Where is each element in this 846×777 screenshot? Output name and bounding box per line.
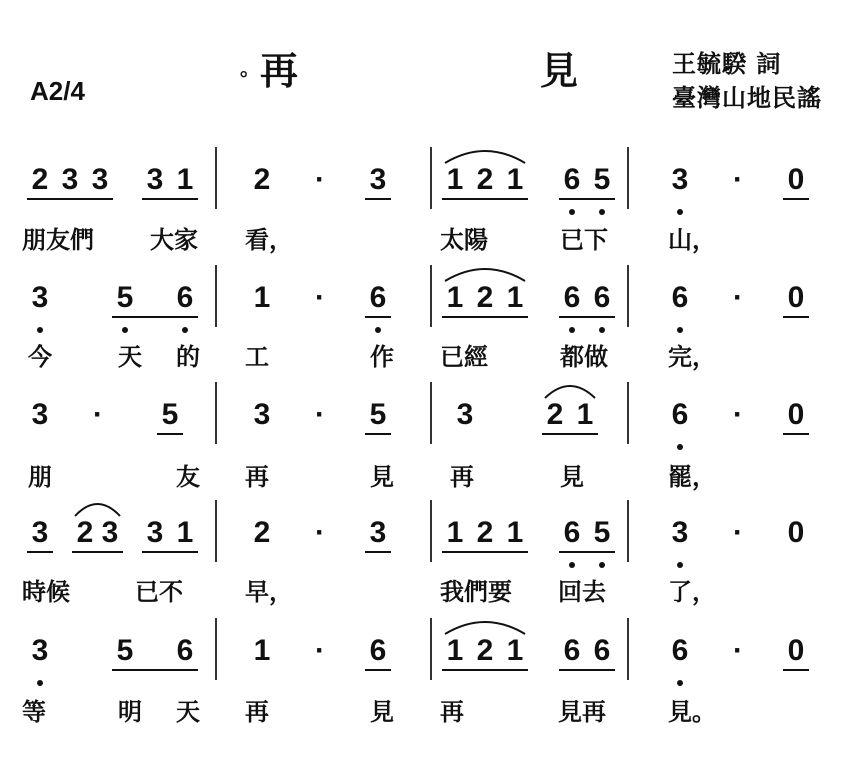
lyric-text: 的: [176, 343, 200, 371]
bar-line: [215, 500, 217, 562]
lyric-text: 再: [440, 698, 464, 726]
lyric-text: 見: [560, 463, 584, 491]
underline: [783, 198, 809, 200]
note-number: 2: [476, 634, 494, 667]
note-number: 2: [476, 281, 494, 314]
slur: [545, 380, 595, 400]
key-signature: A2/4: [30, 76, 85, 106]
bar-line: [627, 500, 629, 562]
note-number: 3: [456, 398, 474, 431]
note-number: 3: [369, 516, 387, 549]
note-number: 6: [671, 634, 689, 667]
underline: [365, 433, 391, 435]
lyric-text: 都做: [560, 343, 608, 371]
note-number: 3: [31, 398, 49, 431]
slur: [445, 616, 525, 636]
note-number: 2: [476, 516, 494, 549]
octave-dot: [122, 327, 128, 333]
note-number: ·: [733, 163, 743, 196]
lyric-text: 再: [245, 698, 269, 726]
lyric-text: 等: [22, 698, 46, 726]
underline: [157, 433, 183, 435]
bar-line: [627, 265, 629, 327]
slur: [445, 145, 525, 165]
note-number: ·: [93, 398, 103, 431]
title: [240, 40, 620, 93]
note-number: 3: [91, 163, 109, 196]
underline: [559, 551, 615, 553]
underline: [442, 316, 528, 318]
note-number: 1: [253, 634, 271, 667]
lyric-text: 天: [118, 343, 142, 371]
underline: [542, 433, 598, 435]
lyric-text: 了，: [668, 578, 716, 606]
note-number: 1: [253, 281, 271, 314]
octave-dot: [677, 209, 683, 215]
note-number: 6: [176, 634, 194, 667]
lyric-text: 再: [245, 463, 269, 491]
note-number: 1: [506, 516, 524, 549]
note-number: 5: [161, 398, 179, 431]
note-number: 1: [506, 634, 524, 667]
octave-dot: [599, 327, 605, 333]
note-number: 3: [61, 163, 79, 196]
octave-dot: [677, 562, 683, 568]
lyric-text: 見。: [668, 698, 716, 726]
note-number: ·: [315, 281, 325, 314]
note-number: 3: [671, 163, 689, 196]
lyric-text: 已下: [560, 226, 608, 254]
note-number: 0: [787, 398, 805, 431]
title-char-2: 見: [540, 49, 579, 93]
octave-dot: [182, 327, 188, 333]
bar-line: [215, 265, 217, 327]
note-number: ·: [733, 634, 743, 667]
underline: [142, 198, 198, 200]
note-number: 1: [446, 516, 464, 549]
lyric-text: 完，: [668, 343, 716, 371]
note-number: 3: [369, 163, 387, 196]
note-number: 5: [369, 398, 387, 431]
note-number: 0: [787, 163, 805, 196]
note-number: 3: [31, 516, 49, 549]
octave-dot: [677, 444, 683, 450]
underline: [559, 316, 615, 318]
lyric-text: 朋: [28, 463, 52, 491]
underline: [365, 669, 391, 671]
title-ring: 。: [240, 56, 260, 80]
underline: [559, 198, 615, 200]
slur: [75, 498, 120, 518]
note-number: 0: [787, 281, 805, 314]
note-number: 2: [476, 163, 494, 196]
note-number: 1: [176, 516, 194, 549]
note-number: 3: [671, 516, 689, 549]
lyric-text: 朋友們: [22, 226, 94, 254]
note-number: 6: [369, 634, 387, 667]
note-number: 3: [31, 634, 49, 667]
lyric-text: 作: [370, 343, 394, 371]
note-number: 5: [593, 516, 611, 549]
octave-dot: [677, 680, 683, 686]
lyric-text: 我們要: [440, 578, 512, 606]
underline: [559, 669, 615, 671]
lyric-text: 山，: [668, 226, 716, 254]
bar-line: [430, 500, 432, 562]
note-number: ·: [733, 281, 743, 314]
underline: [112, 669, 198, 671]
bar-line: [430, 618, 432, 680]
bar-line: [430, 382, 432, 444]
underline: [112, 316, 198, 318]
underline: [783, 433, 809, 435]
lyric-text: 太陽: [440, 226, 488, 254]
note-number: 5: [116, 634, 134, 667]
note-number: ·: [315, 163, 325, 196]
octave-dot: [569, 327, 575, 333]
note-number: 3: [253, 398, 271, 431]
note-number: 6: [671, 398, 689, 431]
note-number: 1: [506, 163, 524, 196]
underline: [442, 669, 528, 671]
bar-line: [627, 147, 629, 209]
lyric-text: 大家: [150, 226, 198, 254]
note-number: 3: [146, 516, 164, 549]
note-number: 1: [576, 398, 594, 431]
lyric-text: 工: [245, 343, 269, 371]
lyric-text: 天: [176, 698, 200, 726]
lyric-text: 已經: [440, 343, 488, 371]
lyric-text: 今: [28, 343, 52, 371]
bar-line: [215, 147, 217, 209]
lyric-text: 明: [118, 698, 142, 726]
note-number: 0: [787, 634, 805, 667]
note-number: ·: [315, 398, 325, 431]
lyric-text: 再: [450, 463, 474, 491]
note-number: ·: [315, 634, 325, 667]
lyric-text: 已不: [135, 578, 183, 606]
octave-dot: [375, 327, 381, 333]
octave-dot: [569, 562, 575, 568]
bar-line: [215, 618, 217, 680]
underline: [442, 551, 528, 553]
note-number: 2: [253, 516, 271, 549]
note-number: 1: [506, 281, 524, 314]
octave-dot: [677, 327, 683, 333]
note-number: 1: [446, 281, 464, 314]
octave-dot: [599, 562, 605, 568]
note-number: 6: [563, 634, 581, 667]
note-number: 1: [446, 163, 464, 196]
slur: [445, 263, 525, 283]
note-number: 3: [146, 163, 164, 196]
note-number: 1: [176, 163, 194, 196]
underline: [783, 669, 809, 671]
lyric-text: 回去: [558, 578, 606, 606]
underline: [365, 316, 391, 318]
lyricist-credit: 王毓騤 詞: [672, 50, 782, 78]
note-number: ·: [315, 516, 325, 549]
lyric-text: 罷，: [668, 463, 716, 491]
note-number: 2: [546, 398, 564, 431]
note-number: 6: [176, 281, 194, 314]
underline: [365, 198, 391, 200]
note-number: 6: [563, 516, 581, 549]
bar-line: [627, 382, 629, 444]
note-number: 2: [76, 516, 94, 549]
underline: [27, 198, 113, 200]
note-number: 6: [593, 634, 611, 667]
note-number: 3: [101, 516, 119, 549]
underline: [783, 316, 809, 318]
underline: [365, 551, 391, 553]
note-number: ·: [733, 516, 743, 549]
octave-dot: [599, 209, 605, 215]
octave-dot: [37, 680, 43, 686]
lyric-text: 見: [370, 698, 394, 726]
bar-line: [215, 382, 217, 444]
note-number: 5: [593, 163, 611, 196]
note-number: ·: [733, 398, 743, 431]
lyric-text: 時候: [22, 578, 70, 606]
lyric-text: 見: [370, 463, 394, 491]
source-credit: 臺灣山地民謠: [672, 84, 822, 112]
bar-line: [430, 265, 432, 327]
note-number: 0: [787, 516, 805, 549]
bar-line: [627, 618, 629, 680]
note-number: 2: [253, 163, 271, 196]
note-number: 3: [31, 281, 49, 314]
note-number: 6: [593, 281, 611, 314]
note-number: 6: [563, 281, 581, 314]
octave-dot: [37, 327, 43, 333]
lyric-text: 看，: [245, 226, 293, 254]
note-number: 5: [116, 281, 134, 314]
title-char-1: 再: [260, 49, 299, 93]
note-number: 6: [563, 163, 581, 196]
octave-dot: [569, 209, 575, 215]
underline: [142, 551, 198, 553]
underline: [72, 551, 123, 553]
bar-line: [430, 147, 432, 209]
underline: [442, 198, 528, 200]
note-number: 6: [671, 281, 689, 314]
lyric-text: 友: [176, 463, 200, 491]
note-number: 2: [31, 163, 49, 196]
note-number: 1: [446, 634, 464, 667]
lyric-text: 早，: [245, 578, 293, 606]
lyric-text: 見再: [558, 698, 606, 726]
note-number: 6: [369, 281, 387, 314]
underline: [27, 551, 53, 553]
